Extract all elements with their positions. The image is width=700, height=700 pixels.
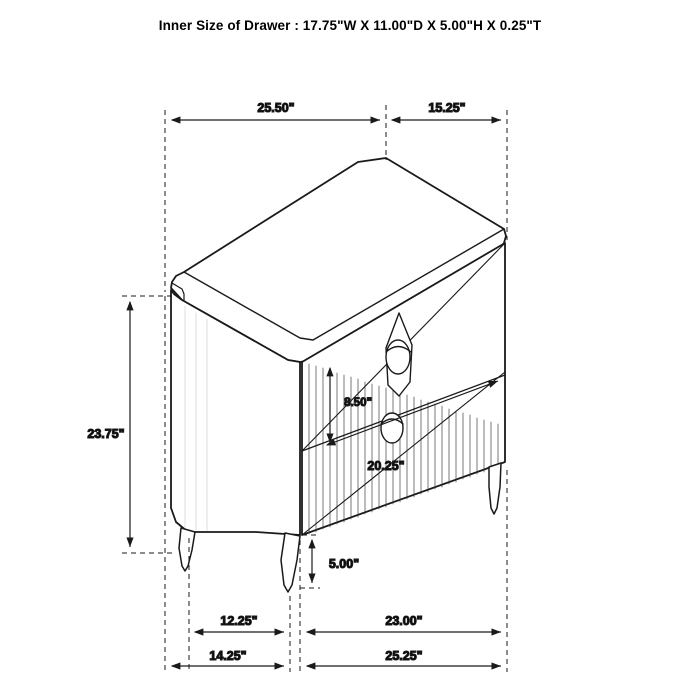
page-title: Inner Size of Drawer : 17.75"W X 11.00"D X 5.00"H X 0.25"T: [158, 18, 542, 33]
dim-leg-height-label: 5.00": [328, 557, 360, 571]
dim-drawer-height-label: 8.50": [344, 397, 372, 409]
dim-drawer-width-label: 20.25": [367, 459, 405, 473]
leg-front-left: [281, 533, 300, 592]
leg-back-left: [179, 528, 195, 571]
leg-front-right: [489, 463, 501, 514]
extension-lines-leg: [300, 535, 320, 588]
dim-bottom-left-inner-label: 12.25": [220, 614, 258, 628]
dim-bottom-right-outer-label: 25.25": [385, 649, 423, 663]
dim-bottom-left-outer-label: 14.25": [209, 649, 247, 663]
dim-height-left-label: 23.75": [87, 427, 125, 441]
dim-top-right-label: 15.25": [428, 101, 466, 115]
dim-bottom-right-inner-label: 23.00": [385, 614, 423, 628]
dim-top-left-label: 25.50": [257, 101, 295, 115]
nightstand-illustration: [171, 158, 506, 592]
